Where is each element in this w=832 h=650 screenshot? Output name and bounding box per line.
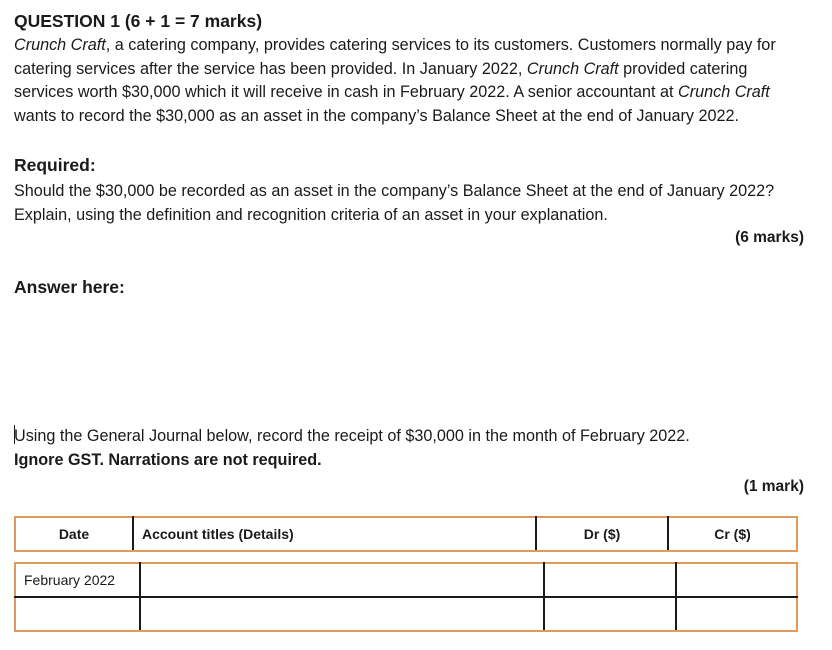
document-page bbox=[14, 8, 804, 588]
journal-header-table bbox=[14, 516, 798, 552]
cell-account[interactable] bbox=[140, 563, 544, 597]
header-dr: Dr ($) bbox=[536, 517, 668, 551]
cell-dr[interactable] bbox=[544, 597, 676, 631]
company-name: Crunch Craft bbox=[14, 36, 106, 54]
header-account-titles: Account titles (Details) bbox=[133, 517, 536, 551]
journal-task-bold: Ignore GST. Narrations are not required. bbox=[14, 451, 322, 469]
cell-dr[interactable] bbox=[544, 563, 676, 597]
header-date: Date bbox=[15, 517, 133, 551]
question-text bbox=[14, 34, 804, 128]
cell-date[interactable] bbox=[15, 597, 140, 631]
cell-cr[interactable] bbox=[676, 597, 797, 631]
question-title: QUESTION 1 (6 + 1 = 7 marks) bbox=[14, 11, 263, 31]
journal-row bbox=[15, 563, 797, 597]
company-name: Crunch Craft bbox=[526, 59, 619, 78]
answer-label: Answer here: bbox=[14, 277, 125, 298]
journal-task-text: Using the General Journal below, record the receipt of $30,000 in the month of February 2022. bbox=[14, 427, 690, 445]
journal-body-table bbox=[14, 562, 798, 632]
required-text: Should the $30,000 be recorded as an asset in the company’s Balance Sheet at the end of January 2022? Explain, using the definition and recognition criteria of an asset in your explanation. bbox=[14, 182, 775, 225]
required-heading: Required: bbox=[14, 155, 96, 176]
cell-account[interactable] bbox=[140, 597, 544, 631]
header-cr: Cr ($) bbox=[668, 517, 797, 551]
question-text-part-1: , a catering company, provides catering services to its customers. Customers normally pay for catering services after the service has been provided. In January 2022, bbox=[14, 36, 776, 78]
question-text-part-2: provided catering services worth $30,000 which it will receive in cash in February 2022. A senior accountant at bbox=[14, 59, 748, 102]
company-name: Crunch Craft bbox=[678, 83, 770, 102]
journal-header-row bbox=[15, 517, 797, 551]
question-text-part-3: wants to record the $30,000 as an asset in the company’s Balance Sheet at the end of January 2022. bbox=[14, 106, 740, 125]
required-marks: (6 marks) bbox=[735, 229, 804, 247]
cell-cr[interactable] bbox=[676, 563, 797, 597]
journal-row bbox=[15, 597, 797, 631]
journal-marks: (1 mark) bbox=[743, 478, 804, 495]
journal-instructions[interactable] bbox=[14, 424, 804, 472]
cell-date[interactable]: February 2022 bbox=[15, 563, 140, 597]
